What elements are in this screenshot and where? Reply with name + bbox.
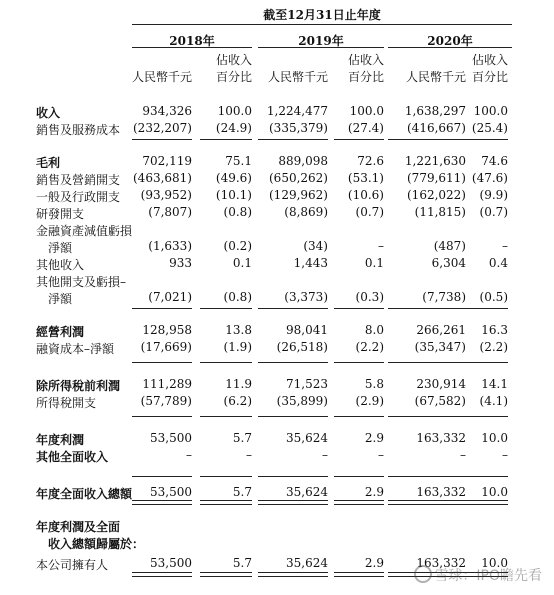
cell-pct-2019: (10.6) (347, 188, 384, 202)
subtotal-rule (466, 416, 508, 417)
cell-pct-2019: (2.9) (355, 394, 384, 408)
subtotal-rule (334, 476, 384, 477)
cell-amount-2020: (35,347) (414, 340, 466, 354)
watermark-text: 雪球：IPO瞻先看 (434, 568, 542, 584)
subtotal-rule (466, 476, 508, 477)
cell-pct-2019: 2.9 (364, 485, 384, 499)
cell-pct-2018: 11.9 (225, 377, 252, 391)
cell-amount-2019: (34) (303, 239, 328, 253)
cell-pct-2020: – (502, 239, 508, 253)
subtotal-rule (466, 362, 508, 363)
row-label: 除所得稅前利潤 (36, 379, 121, 393)
subtotal-rule (388, 139, 466, 140)
cell-amount-2019: 35,624 (286, 485, 328, 499)
cell-pct-2020: 10.0 (481, 431, 508, 445)
cell-amount-2019: (35,899) (276, 394, 328, 408)
cell-amount-2019: 35,624 (286, 556, 328, 570)
subtotal-rule (200, 476, 252, 477)
watermark (414, 565, 542, 585)
table-row (0, 188, 554, 205)
table-row (0, 154, 554, 171)
subtotal-rule (200, 308, 252, 309)
table-row (0, 518, 554, 535)
cell-amount-2018: 934,326 (142, 104, 192, 118)
year-2019-header: 2019年 (298, 34, 344, 48)
cell-amount-2019: (8,869) (284, 205, 328, 219)
cell-pct-2019: 8.0 (364, 323, 384, 337)
cell-amount-2020: 163,332 (416, 556, 466, 570)
subtotal-rule (258, 416, 328, 417)
pct-header-2020-line1: 佔收入 (471, 53, 508, 67)
cell-amount-2020: (779,611) (407, 171, 466, 185)
cell-amount-2019: 1,443 (293, 256, 328, 270)
cell-pct-2018: 5.7 (232, 485, 252, 499)
table-row (0, 121, 554, 138)
cell-amount-2019: 35,624 (286, 431, 328, 445)
cell-amount-2020: – (460, 448, 466, 462)
cell-pct-2020: (0.7) (479, 205, 508, 219)
cell-pct-2019: 2.9 (364, 556, 384, 570)
cell-amount-2020: 230,914 (416, 377, 466, 391)
cell-amount-2020: (11,815) (414, 205, 466, 219)
subtotal-rule (132, 308, 192, 309)
cell-amount-2018: 111,289 (142, 377, 192, 391)
cell-pct-2019: 100.0 (349, 104, 384, 118)
cell-pct-2018: (10.1) (215, 188, 252, 202)
row-label: 金融資產減值虧損 (36, 224, 133, 238)
cell-amount-2019: – (322, 448, 328, 462)
cell-pct-2018: (1.9) (223, 340, 252, 354)
total-double-rule (258, 500, 328, 505)
pct-header-2020-line2: 百分比 (471, 70, 508, 84)
cell-amount-2018: (57,789) (140, 394, 192, 408)
cell-pct-2020: (9.9) (479, 188, 508, 202)
cell-amount-2018: (1,633) (148, 239, 192, 253)
cell-pct-2018: 5.7 (232, 556, 252, 570)
cell-pct-2019: 72.6 (357, 154, 384, 168)
subtotal-rule (334, 416, 384, 417)
row-label: 收入總額歸屬於： (48, 537, 145, 551)
cell-amount-2020: (162,022) (407, 188, 466, 202)
subtotal-rule (388, 476, 466, 477)
table-row (0, 205, 554, 222)
cell-amount-2020: 266,261 (416, 323, 466, 337)
table-row (0, 448, 554, 465)
row-label: 年度利潤及全面 (36, 520, 121, 534)
year-2018-header: 2018年 (169, 34, 215, 48)
subtotal-rule (132, 416, 192, 417)
row-label: 銷售及服務成本 (36, 123, 121, 137)
cell-amount-2019: (26,518) (276, 340, 328, 354)
cell-pct-2019: (0.3) (355, 290, 384, 304)
table-row (0, 323, 554, 340)
cell-pct-2018: 100.0 (217, 104, 252, 118)
cell-pct-2018: (24.9) (215, 121, 252, 135)
cell-amount-2018: 53,500 (150, 431, 192, 445)
cell-pct-2019: 0.1 (364, 256, 384, 270)
table-row (0, 377, 554, 394)
total-double-rule (334, 500, 384, 505)
subtotal-rule (334, 308, 384, 309)
cell-pct-2020: – (502, 448, 508, 462)
cell-pct-2020: 10.0 (481, 556, 508, 570)
subtotal-rule (132, 476, 192, 477)
cell-amount-2020: (7,738) (422, 290, 466, 304)
cell-pct-2018: – (246, 448, 252, 462)
year-2020-rule (388, 47, 512, 48)
pct-header-2018-line1: 佔收入 (215, 53, 252, 67)
subtotal-rule (466, 308, 508, 309)
table-row (0, 222, 554, 239)
cell-amount-2020: 163,332 (416, 485, 466, 499)
cell-pct-2020: (25.4) (471, 121, 508, 135)
pct-header-2019-line1: 佔收入 (347, 53, 384, 67)
cell-amount-2019: 1,224,477 (266, 104, 328, 118)
subtotal-rule (466, 139, 508, 140)
subtotal-rule (258, 308, 328, 309)
table-row (0, 290, 554, 307)
subtotal-rule (132, 362, 192, 363)
cell-pct-2020: (2.2) (479, 340, 508, 354)
row-label: 毛利 (36, 156, 61, 170)
cell-pct-2020: 100.0 (473, 104, 508, 118)
total-double-rule (466, 500, 508, 505)
year-2019-rule (258, 47, 384, 48)
cell-pct-2020: 14.1 (481, 377, 508, 391)
cell-amount-2019: 71,523 (286, 377, 328, 391)
subtotal-rule (388, 362, 466, 363)
cell-amount-2020: (67,582) (414, 394, 466, 408)
cell-pct-2020: 10.0 (481, 485, 508, 499)
cell-amount-2018: (7,021) (148, 290, 192, 304)
cell-pct-2020: 0.4 (488, 256, 508, 270)
row-label: 淨額 (48, 292, 73, 306)
amount-header-2020: 人民幣千元 (405, 70, 466, 84)
row-label: 收入 (36, 106, 61, 120)
cell-amount-2020: 1,638,297 (404, 104, 466, 118)
row-label: 其他全面收入 (36, 450, 109, 464)
row-label: 淨額 (48, 241, 73, 255)
cell-amount-2018: (7,807) (148, 205, 192, 219)
row-label: 其他開支及虧損– (36, 275, 127, 289)
cell-amount-2019: (3,373) (284, 290, 328, 304)
cell-amount-2019: 889,098 (278, 154, 328, 168)
amount-header-2019: 人民幣千元 (267, 70, 328, 84)
pct-header-2018-line2: 百分比 (215, 70, 252, 84)
row-label: 年度利潤 (36, 433, 85, 447)
table-row (0, 535, 554, 552)
period-header: 截至12月31日止年度 (263, 8, 381, 22)
cell-pct-2020: (47.6) (471, 171, 508, 185)
row-label: 研發開支 (36, 207, 85, 221)
subtotal-rule (200, 139, 252, 140)
subtotal-rule (334, 139, 384, 140)
cell-pct-2018: 0.1 (232, 256, 252, 270)
cell-amount-2018: 933 (169, 256, 192, 270)
period-header-rule (132, 24, 512, 25)
row-label: 本公司擁有人 (36, 558, 109, 572)
year-2018-rule (132, 47, 252, 48)
final-double-rule (200, 572, 252, 577)
cell-amount-2018: – (186, 448, 192, 462)
cell-amount-2019: (129,962) (269, 188, 328, 202)
table-row (0, 104, 554, 121)
row-label: 經營利潤 (36, 325, 85, 339)
total-double-rule (132, 500, 192, 505)
table-row (0, 340, 554, 357)
cell-pct-2019: – (378, 239, 384, 253)
cell-pct-2018: 75.1 (225, 154, 252, 168)
table-row (0, 256, 554, 273)
final-double-rule (132, 572, 192, 577)
subtotal-rule (334, 362, 384, 363)
row-label: 融資成本–淨額 (36, 342, 115, 356)
cell-pct-2019: (27.4) (347, 121, 384, 135)
cell-amount-2020: (416,667) (407, 121, 466, 135)
cell-pct-2020: (4.1) (479, 394, 508, 408)
cell-amount-2018: 128,958 (142, 323, 192, 337)
cell-amount-2019: (335,379) (269, 121, 328, 135)
table-row (0, 273, 554, 290)
subtotal-rule (258, 476, 328, 477)
cell-amount-2018: 53,500 (150, 485, 192, 499)
cell-pct-2020: (0.5) (479, 290, 508, 304)
cell-pct-2018: (0.8) (223, 205, 252, 219)
cell-pct-2018: (0.2) (223, 239, 252, 253)
total-double-rule (388, 500, 466, 505)
cell-amount-2018: 702,119 (142, 154, 192, 168)
cell-amount-2020: 6,304 (431, 256, 466, 270)
subtotal-rule (388, 308, 466, 309)
cell-pct-2019: 5.8 (364, 377, 384, 391)
subtotal-rule (388, 416, 466, 417)
cell-pct-2019: (0.7) (355, 205, 384, 219)
row-label: 年度全面收入總額 (36, 487, 133, 501)
cell-amount-2019: (650,262) (269, 171, 328, 185)
cell-pct-2020: 74.6 (481, 154, 508, 168)
cell-amount-2020: (487) (433, 239, 466, 253)
table-row (0, 431, 554, 448)
cell-amount-2018: (93,952) (140, 188, 192, 202)
table-row (0, 171, 554, 188)
subtotal-rule (200, 416, 252, 417)
snowball-logo-icon (414, 565, 432, 583)
cell-amount-2018: 53,500 (150, 556, 192, 570)
row-label: 一般及行政開支 (36, 190, 121, 204)
cell-pct-2018: (6.2) (223, 394, 252, 408)
table-row (0, 239, 554, 256)
total-double-rule (200, 500, 252, 505)
row-label: 所得稅開支 (36, 396, 97, 410)
cell-amount-2018: (17,669) (140, 340, 192, 354)
subtotal-rule (258, 139, 328, 140)
cell-pct-2018: (0.8) (223, 290, 252, 304)
cell-pct-2020: 16.3 (481, 323, 508, 337)
cell-pct-2018: 13.8 (225, 323, 252, 337)
cell-amount-2019: 98,041 (286, 323, 328, 337)
row-label: 其他收入 (36, 258, 85, 272)
final-double-rule (334, 572, 384, 577)
cell-amount-2018: (463,681) (133, 171, 192, 185)
cell-amount-2020: 1,221,630 (404, 154, 466, 168)
cell-pct-2018: 5.7 (232, 431, 252, 445)
cell-pct-2019: – (378, 448, 384, 462)
cell-pct-2018: (49.6) (215, 171, 252, 185)
row-label: 銷售及營銷開支 (36, 173, 121, 187)
pct-header-2019-line2: 百分比 (347, 70, 384, 84)
year-2020-header: 2020年 (427, 34, 473, 48)
final-double-rule (258, 572, 328, 577)
subtotal-rule (200, 362, 252, 363)
subtotal-rule (258, 362, 328, 363)
cell-pct-2019: (53.1) (347, 171, 384, 185)
cell-amount-2020: 163,332 (416, 431, 466, 445)
amount-header-2018: 人民幣千元 (132, 70, 193, 84)
subtotal-rule (132, 139, 192, 140)
table-row (0, 394, 554, 411)
cell-pct-2019: (2.2) (355, 340, 384, 354)
cell-pct-2019: 2.9 (364, 431, 384, 445)
cell-amount-2018: (232,207) (133, 121, 192, 135)
